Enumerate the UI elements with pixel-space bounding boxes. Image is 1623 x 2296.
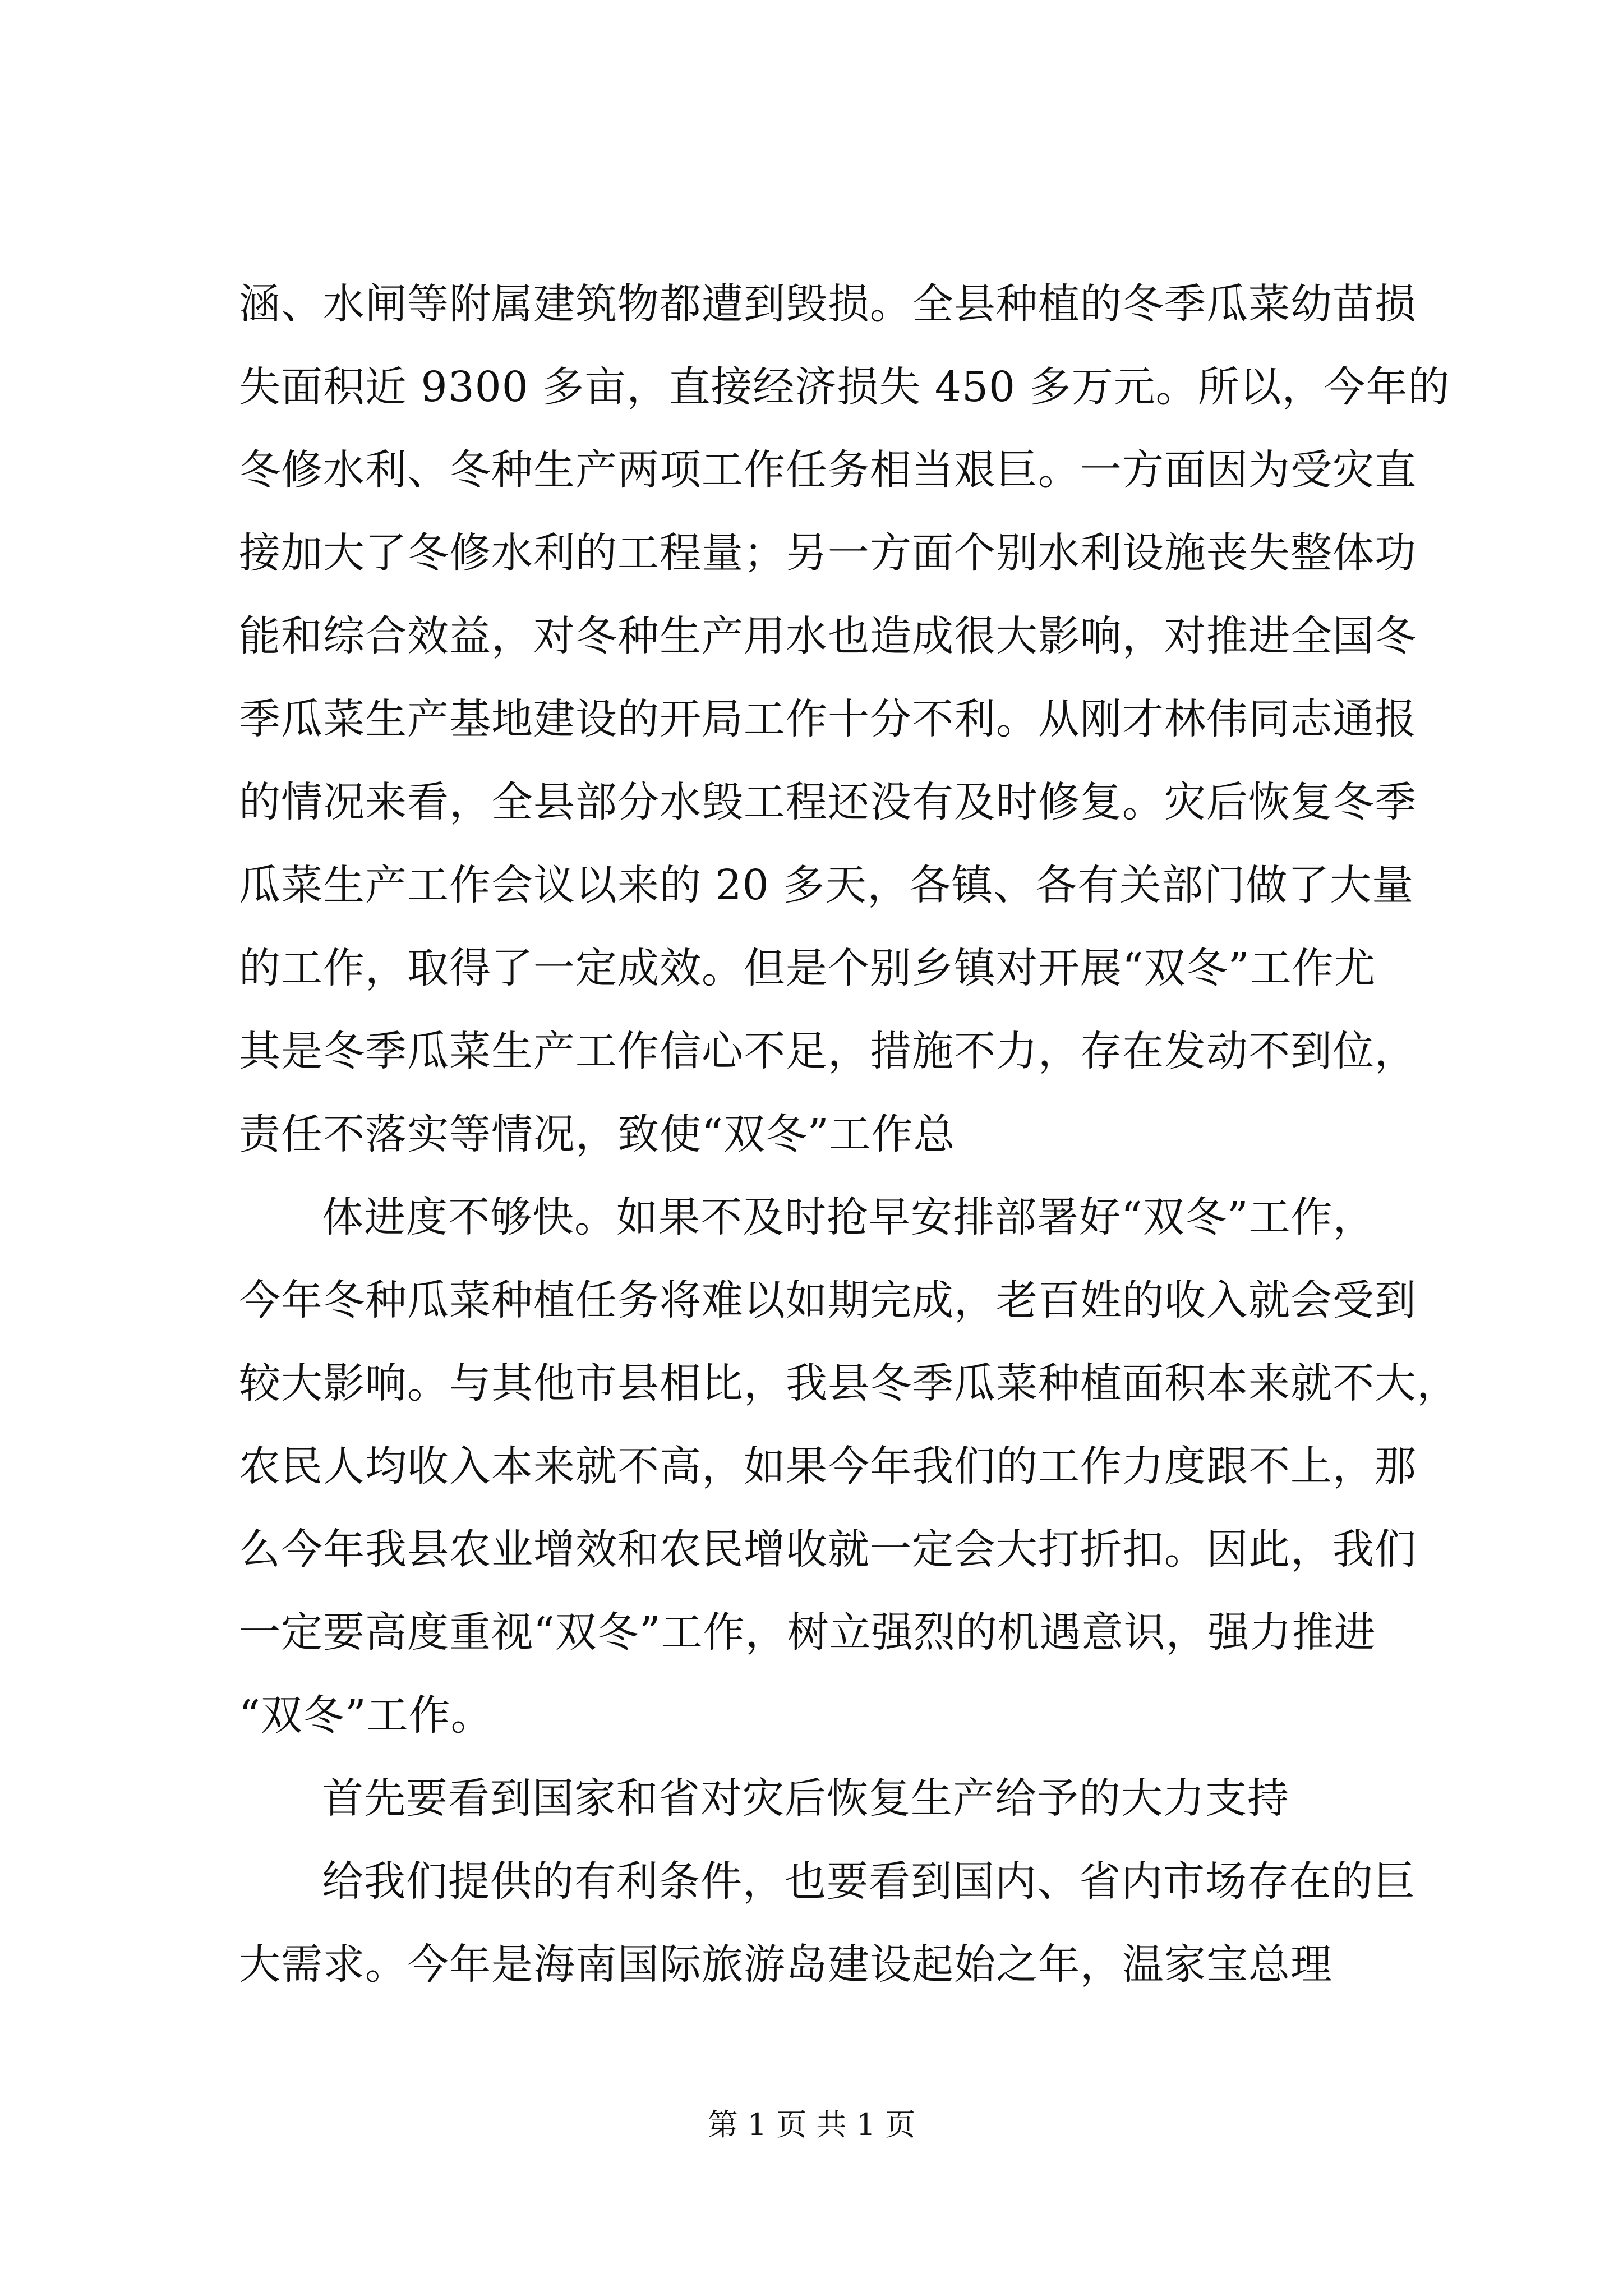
page-number-label: 第 1 页 共 1 页 bbox=[707, 2107, 916, 2142]
text-line: 体进度不够快。如果不及时抢早安排部署好“双冬”工作， bbox=[322, 1193, 1375, 1241]
text-line: 失面积近 9300 多亩，直接经济损失 450 多万元。所以，今年的 bbox=[239, 363, 1450, 411]
paragraph bbox=[239, 1176, 1459, 1757]
paragraph bbox=[239, 1840, 1433, 2006]
text-line: 涵、水闸等附属建筑物都遭到毁损。全县种植的冬季瓜菜幼苗损 bbox=[239, 280, 1417, 328]
page-footer bbox=[0, 2105, 1623, 2145]
text-line: 瓜菜生产工作会议以来的 20 多天，各镇、各有关部门做了大量 bbox=[239, 861, 1414, 909]
text-line: 农民人均收入本来就不高，如果今年我们的工作力度跟不上，那 bbox=[239, 1442, 1417, 1490]
text-line: 给我们提供的有利条件，也要看到国内、省内市场存在的巨 bbox=[322, 1857, 1415, 1906]
text-line: 首先要看到国家和省对灾后恢复生产给予的大力支持 bbox=[322, 1774, 1289, 1823]
paragraph bbox=[239, 263, 1450, 1176]
text-line: 么今年我县农业增效和农民增收就一定会大打折扣。因此，我们 bbox=[239, 1525, 1417, 1573]
text-line: 较大影响。与其他市县相比，我县冬季瓜菜种植面积本来就不大， bbox=[239, 1359, 1459, 1407]
document-body bbox=[239, 263, 1459, 2006]
text-line: 大需求。今年是海南国际旅游岛建设起始之年，温家宝总理 bbox=[239, 1940, 1332, 1989]
text-line: 能和综合效益，对冬种生产用水也造成很大影响，对推进全国冬 bbox=[239, 612, 1417, 660]
text-line: 冬修水利、冬种生产两项工作任务相当艰巨。一方面因为受灾直 bbox=[239, 446, 1417, 494]
paragraph bbox=[239, 1757, 1433, 1840]
text-line: 其是冬季瓜菜生产工作信心不足，措施不力，存在发动不到位， bbox=[239, 1027, 1417, 1075]
text-line: 今年冬种瓜菜种植任务将难以如期完成，老百姓的收入就会受到 bbox=[239, 1276, 1417, 1324]
text-line: 的情况来看，全县部分水毁工程还没有及时修复。灾后恢复冬季 bbox=[239, 778, 1417, 826]
text-line: 的工作，取得了一定成效。但是个别乡镇对开展“双冬”工作尤 bbox=[239, 944, 1376, 992]
text-line: “双冬”工作。 bbox=[239, 1691, 493, 1740]
text-line: 接加大了冬修水利的工程量；另一方面个别水利设施丧失整体功 bbox=[239, 529, 1417, 577]
text-line: 季瓜菜生产基地建设的开局工作十分不利。从刚才林伟同志通报 bbox=[239, 695, 1417, 743]
text-line: 责任不落实等情况，致使“双冬”工作总 bbox=[239, 1110, 956, 1158]
text-line: 一定要高度重视“双冬”工作，树立强烈的机遇意识，强力推进 bbox=[239, 1608, 1376, 1657]
